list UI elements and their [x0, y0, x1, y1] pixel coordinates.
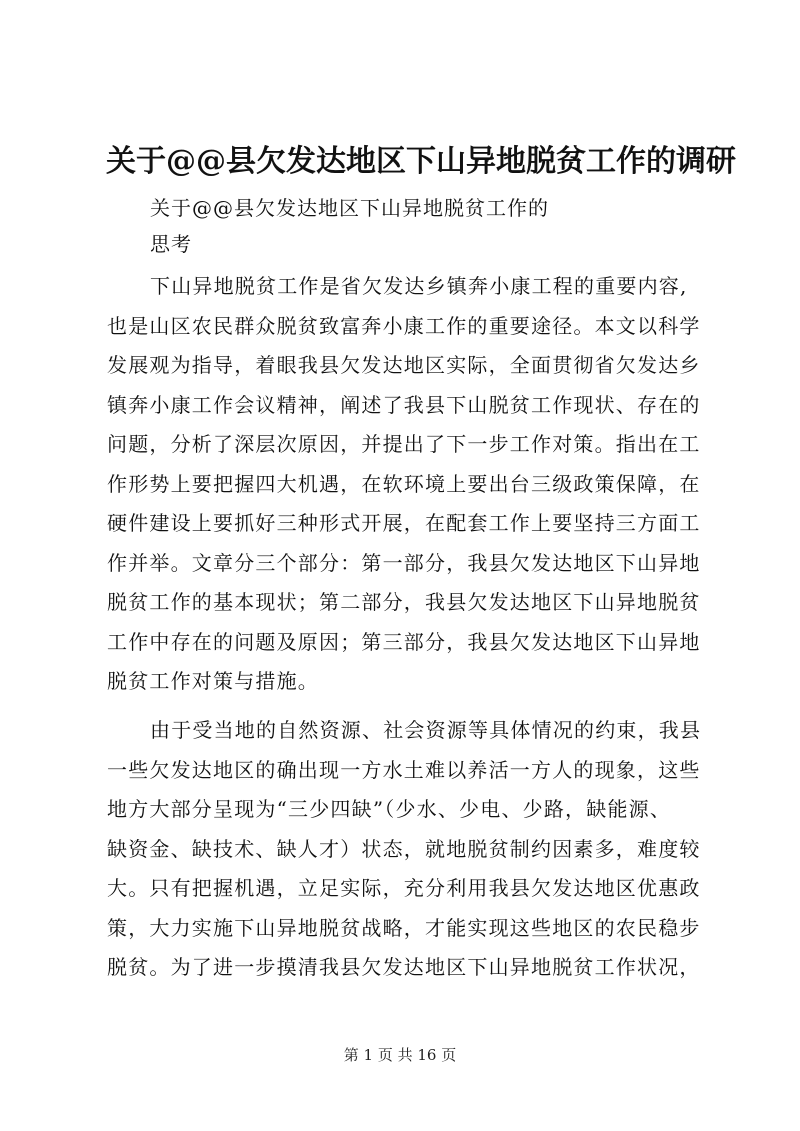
paragraph-line: 策，大力实施下山异地脱贫战略，才能实现这些地区的农民稳步	[107, 915, 701, 940]
paragraph-line: 脱贫。为了进一步摸清我县欠发达地区下山异地脱贫工作状况，	[107, 955, 701, 979]
paragraph-line: 作并举。文章分三个部分：第一部分，我县欠发达地区下山异地	[107, 550, 701, 575]
paragraph-1	[107, 267, 707, 702]
paragraph-line: 脱贫工作对策与措施。	[107, 669, 319, 693]
paragraph-line: 工作中存在的问题及原因；第三部分，我县欠发达地区下山异地	[107, 629, 701, 654]
paragraph-line: 大。只有把握机遇，立足实际，充分利用我县欠发达地区优惠政	[107, 876, 701, 900]
paragraph-line: 镇奔小康工作会议精神，阐述了我县下山脱贫工作现状、存在的	[107, 392, 701, 417]
paragraph-line: 由于受当地的自然资源、社会资源等具体情况的约束，我县	[150, 718, 702, 742]
page-number-footer: 第 1 页 共 16 页	[343, 1046, 457, 1064]
paragraph-line: 脱贫工作的基本现状；第二部分，我县欠发达地区下山异地脱贫	[107, 590, 701, 614]
paragraph-line: 也是山区农民群众脱贫致富奔小康工作的重要途径。本文以科学	[107, 313, 701, 338]
subtitle-line-2: 思考	[150, 232, 192, 256]
paragraph-line: 下山异地脱贫工作是省欠发达乡镇奔小康工程的重要内容,	[150, 274, 688, 298]
paragraph-line: 问题，分析了深层次原因，并提出了下一步工作对策。指出在工	[107, 432, 701, 456]
paragraph-line: 硬件建设上要抓好三种形式开展，在配套工作上要坚持三方面工	[107, 511, 701, 535]
paragraph-line: 缺资金、缺技术、缺人才）状态，就地脱贫制约因素多，难度较	[107, 836, 701, 861]
paragraph-2	[107, 711, 707, 988]
subtitle-line-1: 关于@@县欠发达地区下山异地脱贫工作的	[150, 196, 549, 220]
paragraph-line: 作形势上要把握四大机遇，在软环境上要出台三级政策保障，在	[107, 471, 701, 496]
paragraph-line: 发展观为指导，着眼我县欠发达地区实际，全面贯彻省欠发达乡	[107, 353, 701, 377]
paragraph-line: 一些欠发达地区的确出现一方水土难以养活一方人的现象，这些	[107, 757, 701, 782]
document-title: 关于@@县欠发达地区下山异地脱贫工作的调研	[106, 144, 736, 179]
paragraph-line: 地方大部分呈现为“三少四缺”（少水、少电、少路，缺能源、	[107, 797, 672, 821]
